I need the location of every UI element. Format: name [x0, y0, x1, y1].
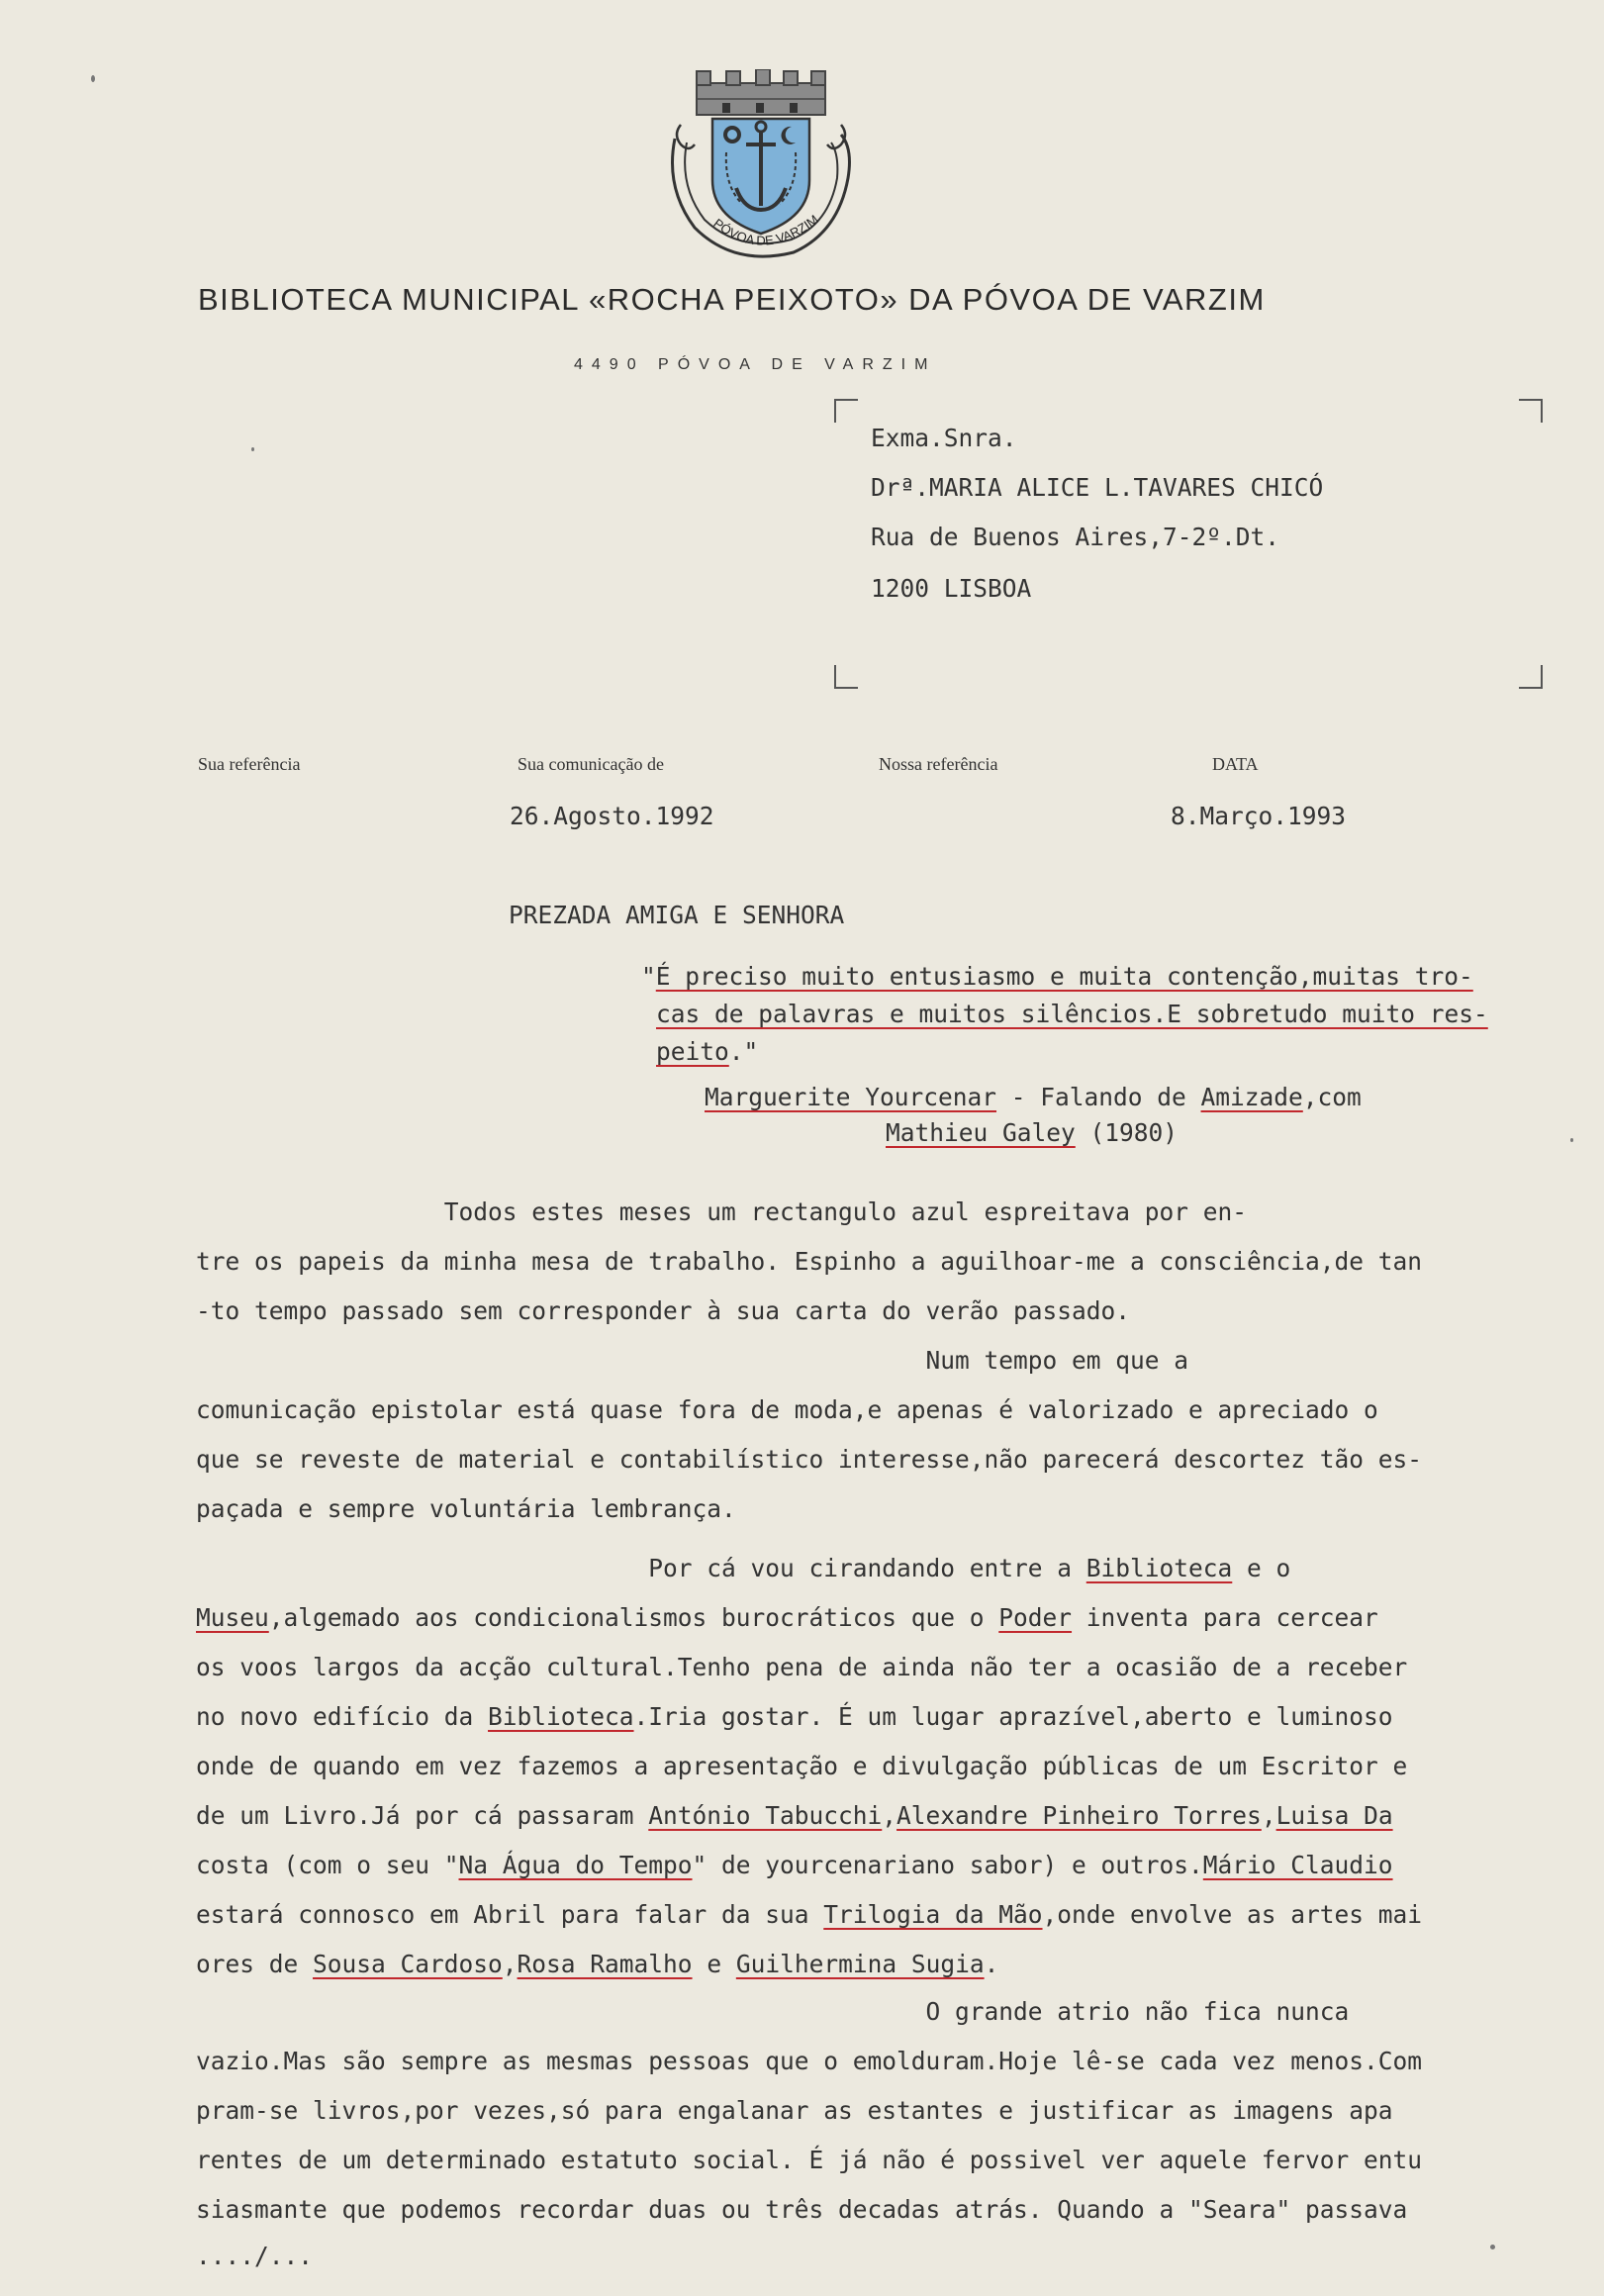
salutation: PREZADA AMIGA E SENHORA [509, 901, 845, 929]
epigraph-line: cas de palavras e muitos silêncios.E sobretudo muito res- [656, 1000, 1488, 1028]
paper-speck [1490, 2245, 1495, 2249]
body-line [196, 1653, 1407, 1681]
sua-referencia-label: Sua referência [198, 754, 301, 774]
address-window-corner [834, 665, 858, 689]
body-text-segment: ,algemado aos condicionalismos burocráticos que o [268, 1603, 999, 1632]
body-text-segment: tre os papeis da minha mesa de trabalho. Espinho a aguilhoar-me a consciência,de tan [196, 1247, 1423, 1276]
underlined-name: Biblioteca [488, 1702, 634, 1731]
body-line [196, 2047, 1422, 2075]
body-text-segment: . [984, 1950, 999, 1978]
body-text-segment: rentes de um determinado estatuto social. É já não é possivel ver aquele fervor entu [196, 2146, 1423, 2174]
underlined-name: Poder [998, 1603, 1073, 1632]
address-window-corner [1519, 665, 1543, 689]
recipient-line: Rua de Buenos Aires,7-2º.Dt. [871, 523, 1280, 551]
body-line [196, 1197, 1247, 1226]
body-line [196, 2195, 1407, 2224]
body-text-segment: ..../... [196, 2242, 314, 2270]
body-text-segment: de um Livro.Já por cá passaram [196, 1801, 649, 1830]
body-line [196, 1603, 1378, 1632]
body-text-segment: estará connosco em Abril para falar da sua [196, 1900, 824, 1929]
body-text-segment: os voos largos da acção cultural.Tenho pena de ainda não ter a ocasião de a receber [196, 1653, 1408, 1681]
data-label: DATA [1212, 754, 1259, 774]
body-text-segment: , [502, 1950, 518, 1978]
organization-name: BIBLIOTECA MUNICIPAL «ROCHA PEIXOTO» DA PÓVOA DE VARZIM [198, 282, 1266, 317]
body-text-segment: O grande atrio não fica nunca [196, 1997, 1350, 2026]
sua-comunicacao-value: 26.Agosto.1992 [510, 802, 714, 830]
body-line [196, 1997, 1349, 2026]
body-text-segment: Por cá vou cirandando entre a [196, 1554, 1086, 1582]
body-text-segment: no novo edifício da [196, 1702, 489, 1731]
body-text-segment: , [1261, 1801, 1276, 1830]
body-text-segment: e o [1232, 1554, 1291, 1582]
underlined-name: Trilogia da Mão [823, 1900, 1043, 1929]
body-line [196, 1445, 1422, 1474]
letter-body [196, 1197, 1581, 2286]
body-line [196, 1554, 1290, 1582]
paper-speck [251, 447, 254, 451]
body-line [196, 2146, 1422, 2174]
underlined-name: Na Água do Tempo [458, 1851, 693, 1879]
paper-speck [91, 75, 95, 82]
body-text-segment: -to tempo passado sem corresponder à sua carta do verão passado. [196, 1296, 1131, 1325]
date-value: 8.Março.1993 [1171, 802, 1347, 830]
body-line [196, 1494, 736, 1523]
address-window-corner [834, 399, 858, 423]
underlined-name: Rosa Ramalho [517, 1950, 693, 1978]
nossa-referencia-label: Nossa referência [879, 754, 998, 774]
body-text-segment: , [882, 1801, 897, 1830]
epigraph-line: "É preciso muito entusiasmo e muita contenção,muitas tro- [641, 962, 1473, 991]
epigraph-attribution: Mathieu Galey (1980) [886, 1118, 1179, 1147]
body-line [196, 2096, 1393, 2125]
body-text-segment: .Iria gostar. É um lugar aprazível,aberto e luminoso [633, 1702, 1393, 1731]
body-line [196, 1900, 1422, 1929]
body-text-segment: ores de [196, 1950, 314, 1978]
body-text-segment: vazio.Mas são sempre as mesmas pessoas que o emolduram.Hoje lê-se cada vez menos.Com [196, 2047, 1423, 2075]
body-text-segment: e [692, 1950, 736, 1978]
body-line [196, 1702, 1393, 1731]
address-window-corner [1519, 399, 1543, 423]
body-line [196, 1801, 1393, 1830]
body-text-segment: Todos estes meses um rectangulo azul espreitava por en- [196, 1197, 1248, 1226]
body-text-segment: comunicação epistolar está quase fora de moda,e apenas é valorizado e apreciado o [196, 1395, 1378, 1424]
body-line [196, 1395, 1378, 1424]
body-text-segment: costa (com o seu " [196, 1851, 459, 1879]
recipient-line: Drª.MARIA ALICE L.TAVARES CHICÓ [871, 473, 1324, 502]
body-text-segment: siasmante que podemos recordar duas ou três decadas atrás. Quando a "Seara" passava [196, 2195, 1408, 2224]
body-text-segment: inventa para cercear [1072, 1603, 1378, 1632]
paper-speck [1570, 1138, 1573, 1142]
underlined-name: Mário Claudio [1202, 1851, 1393, 1879]
body-line [196, 1851, 1393, 1879]
body-text-segment: paçada e sempre voluntária lembrança. [196, 1494, 736, 1523]
underlined-name: Guilhermina Sugia [735, 1950, 985, 1978]
underlined-name: Sousa Cardoso [313, 1950, 503, 1978]
sua-comunicacao-label: Sua comunicação de [518, 754, 664, 774]
underlined-name: António Tabucchi [648, 1801, 883, 1830]
recipient-line: Exma.Snra. [871, 424, 1017, 452]
body-text-segment: onde de quando em vez fazemos a apresentação e divulgação públicas de um Escritor e [196, 1752, 1408, 1780]
body-text-segment: Num tempo em que a [196, 1346, 1189, 1375]
body-text-segment: " de yourcenariano sabor) e outros. [692, 1851, 1203, 1879]
body-line [196, 1247, 1422, 1276]
underlined-name: Museu [196, 1603, 269, 1632]
recipient-line: 1200 LISBOA [871, 574, 1032, 603]
svg-text:PÓVOA DE VARZIM: PÓVOA DE VARZIM [710, 212, 821, 248]
epigraph-attribution: Marguerite Yourcenar - Falando de Amizade,com [705, 1083, 1362, 1111]
body-line [196, 1296, 1130, 1325]
body-text-segment: pram-se livros,por vezes,só para engalanar as estantes e justificar as imagens apa [196, 2096, 1393, 2125]
body-line [196, 1752, 1407, 1780]
body-line [196, 1950, 998, 1978]
organization-address: 4490 PÓVOA DE VARZIM [574, 356, 937, 373]
municipal-crest-logo [665, 69, 863, 267]
body-text-segment: que se reveste de material e contabilístico interesse,não parecerá descortez tão es- [196, 1445, 1423, 1474]
body-line [196, 2242, 313, 2270]
underlined-name: Luisa Da [1275, 1801, 1393, 1830]
body-text-segment: ,onde envolve as artes mai [1042, 1900, 1423, 1929]
underlined-name: Alexandre Pinheiro Torres [896, 1801, 1262, 1830]
underlined-name: Biblioteca [1085, 1554, 1233, 1582]
body-line [196, 1346, 1188, 1375]
epigraph-line: peito." [656, 1037, 759, 1066]
